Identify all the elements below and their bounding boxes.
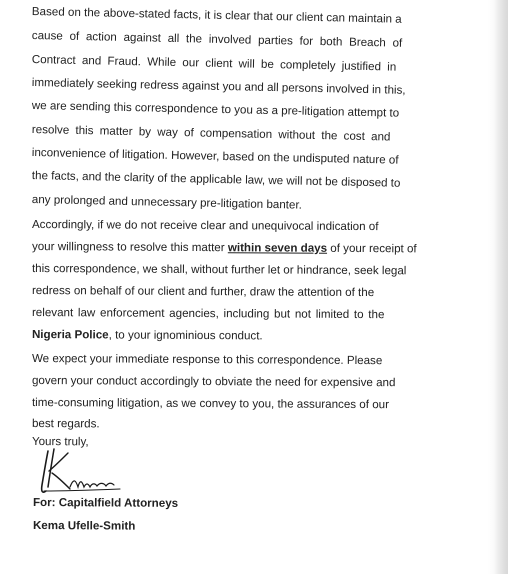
paragraph-line: the facts, and the clarity of the applicable law, we will not be disposed to <box>31 169 401 190</box>
page-edge-shadow <box>494 0 508 574</box>
paragraph-line: Accordingly, if we do not receive clear and unequivocal indication of <box>31 218 379 234</box>
paragraph-line: this correspondence, we shall, without further let or hindrance, seek legal <box>31 262 407 278</box>
deadline-emphasis: within seven days <box>227 241 328 255</box>
paragraph-line: we are sending this correspondence to you as a pre-litigation attempt to <box>31 99 400 120</box>
paragraph-line: Based on the above-stated facts, it is clear that our client can maintain a <box>31 5 402 26</box>
paragraph-line: We expect your immediate response to this correspondence. Please <box>31 352 383 368</box>
paragraph-line: time-consuming litigation, as we convey to you, the assurances of our <box>31 396 390 412</box>
paragraph-line: redress on behalf of our client and further, draw the attention of the <box>31 284 375 300</box>
text-segment: your willingness to resolve this matter <box>31 240 228 255</box>
paragraph-line: resolve this matter by way of compensation without the cost and <box>31 123 391 144</box>
paragraph-line <box>32 328 263 343</box>
signatory-firm: For: Capitalfield Attorneys <box>32 496 179 510</box>
paragraph-line <box>32 240 417 256</box>
paragraph-line: relevant law enforcement agencies, including but not limited to the <box>31 306 385 322</box>
closing-text: Yours truly, <box>31 435 89 449</box>
paragraph-line: any prolonged and unnecessary pre-litigation banter. <box>31 193 303 212</box>
text-segment: , to your ignominious conduct. <box>108 328 263 343</box>
paragraph-line: best regards. <box>31 417 100 431</box>
paragraph-line: cause of action against all the involved parties for both Breach of <box>31 29 403 50</box>
paragraph-line: inconvenience of litigation. However, based on the undisputed nature of <box>31 146 399 167</box>
paragraph-line: immediately seeking redress against you and all persons involved in this, <box>31 76 406 97</box>
text-segment: of your receipt of <box>327 241 417 256</box>
paragraph-line: Contract and Fraud. While our client will be completely justified in <box>31 53 397 74</box>
signature-icon <box>34 447 129 499</box>
paragraph-line: govern your conduct accordingly to obviate the need for expensive and <box>31 374 396 390</box>
signatory-name: Kema Ufelle-Smith <box>32 519 136 533</box>
agency-emphasis: Nigeria Police <box>31 328 109 342</box>
